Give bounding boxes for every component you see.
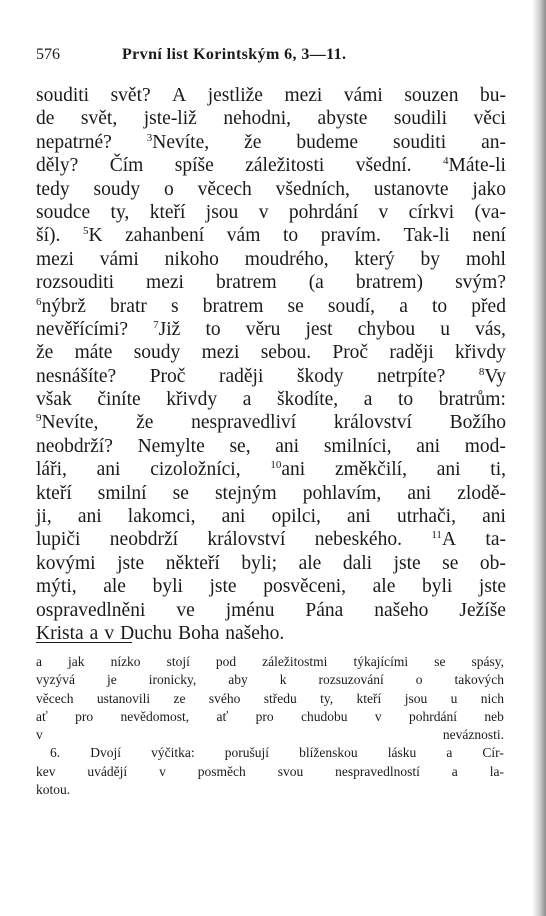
word: rozsouditi	[36, 272, 114, 294]
word: věci	[473, 108, 506, 130]
word: jste-liž	[143, 108, 197, 130]
word: soudy	[133, 342, 181, 364]
word: takových	[454, 672, 504, 688]
footnote-line	[36, 726, 504, 744]
word: spásy,	[471, 654, 504, 669]
word: kovými	[36, 552, 96, 574]
word: v	[104, 622, 115, 644]
word: v	[159, 763, 166, 779]
text-line	[36, 505, 506, 528]
word: ať	[36, 708, 48, 724]
page-edge-shadow	[532, 0, 546, 916]
word: s	[171, 295, 179, 317]
text-line	[36, 411, 506, 434]
verse-number: 4	[443, 155, 449, 168]
word: aby	[228, 672, 248, 688]
word: před	[471, 295, 506, 317]
word: věcech	[197, 178, 252, 200]
word: Krista	[36, 622, 84, 644]
word: království	[207, 529, 286, 551]
word: Boha	[178, 622, 220, 644]
word: Duchu	[120, 622, 173, 644]
word: v	[378, 201, 389, 223]
word: a	[446, 745, 453, 761]
word: blíženskou	[299, 745, 358, 761]
word: to	[398, 389, 414, 411]
word: jako	[472, 178, 506, 200]
word: svět,	[80, 108, 118, 130]
word: a	[36, 654, 42, 669]
word: ale	[372, 576, 396, 598]
word: Proč	[149, 365, 186, 387]
word: by	[420, 248, 440, 270]
word: v	[374, 708, 382, 724]
word: kotou.	[36, 782, 71, 798]
footnote-line	[36, 671, 504, 689]
word: soudce	[36, 201, 91, 223]
word: nespravedlností	[335, 763, 420, 779]
word: stejným	[214, 482, 277, 504]
word: vám	[226, 225, 261, 247]
word: Dvojí	[90, 745, 121, 761]
word: nich	[480, 690, 504, 706]
word: smilníci,	[323, 435, 392, 457]
word: a	[451, 763, 458, 779]
word: ale	[103, 576, 126, 598]
word: ani	[407, 482, 432, 504]
word: jste	[393, 552, 421, 574]
word: pod	[215, 654, 237, 669]
word: nikoho	[164, 248, 219, 270]
word: všedních,	[275, 178, 350, 200]
word: ani	[77, 506, 102, 528]
word: $^4$Máte-li	[443, 155, 506, 177]
word: $^6$nýbrž	[36, 295, 86, 317]
word: kev	[36, 763, 56, 779]
word: pro	[255, 708, 274, 724]
word: jste	[209, 576, 237, 598]
word: ať	[216, 708, 229, 724]
verse-number: 6	[36, 295, 42, 308]
word: a	[399, 295, 408, 317]
word: nesnášíte?	[36, 365, 117, 387]
word: ta-	[485, 529, 506, 551]
word: království	[333, 412, 412, 434]
word: vámi	[343, 85, 383, 106]
word: kteří	[356, 690, 382, 706]
word: ty,	[110, 201, 130, 223]
word: ustanovili	[96, 690, 151, 706]
word: činíte	[97, 389, 141, 411]
word: mezi	[36, 248, 74, 270]
word: že	[244, 131, 262, 153]
word: A	[172, 85, 187, 106]
word: křivdy	[454, 342, 506, 364]
word: že	[36, 342, 54, 364]
word: porušují	[224, 745, 269, 761]
word: mezi	[201, 342, 240, 364]
word: děly?	[36, 155, 79, 177]
word: který	[354, 248, 395, 270]
word: u	[440, 318, 450, 340]
word: neobdrží?	[36, 435, 113, 457]
word: sebou.	[260, 342, 312, 364]
word: byli;	[241, 552, 278, 574]
word: ob-	[479, 552, 506, 574]
page-number: 576	[36, 46, 60, 63]
word: stojí	[166, 654, 190, 669]
word: Pána	[305, 599, 344, 621]
word: nepatrné?	[36, 131, 112, 153]
word: neváznosti.	[442, 727, 504, 743]
word: ze	[173, 690, 186, 706]
verse-number: 9	[36, 412, 42, 425]
word: budeme	[296, 131, 359, 153]
text-line	[36, 131, 506, 154]
word: soudí,	[327, 295, 376, 317]
word: bratrem	[216, 272, 277, 294]
word: bratr	[110, 295, 147, 317]
word: an-	[481, 131, 506, 153]
word: la-	[489, 763, 504, 779]
word: není	[472, 225, 506, 247]
text-line	[36, 201, 506, 224]
text-line	[36, 341, 506, 364]
text-line	[36, 295, 506, 318]
word: $^8$Vy	[478, 365, 506, 387]
word: pohlavím,	[302, 482, 382, 504]
word: křivdy	[166, 389, 218, 411]
word: Čím	[109, 155, 144, 177]
word: chudobu	[301, 708, 348, 724]
page-header	[36, 46, 506, 68]
word: souditi	[36, 85, 90, 106]
word: středu	[263, 690, 297, 706]
word: u	[450, 690, 458, 706]
text-line	[36, 435, 506, 458]
verse-number: 3	[146, 131, 153, 144]
word: však	[36, 389, 72, 411]
word: souzen	[404, 85, 459, 106]
text-line	[36, 575, 506, 598]
word: týkajícími	[353, 654, 409, 669]
verse-number: 11	[431, 529, 442, 542]
word: to	[205, 318, 221, 340]
word: dali	[342, 552, 373, 574]
word: se,	[229, 435, 251, 457]
word: (va-	[474, 201, 506, 223]
word: mezi	[146, 272, 184, 294]
word: bu-	[479, 85, 506, 106]
word: záležitostmi	[262, 654, 328, 669]
word: zlodě-	[457, 482, 506, 504]
word: se	[172, 482, 189, 504]
word: mýti,	[36, 576, 77, 598]
word: $^{10}$ani	[270, 459, 306, 481]
text-line	[36, 365, 506, 388]
text-line	[36, 224, 506, 247]
word: spíše	[174, 155, 214, 177]
word: máte	[74, 342, 113, 364]
word: někteří	[165, 552, 220, 574]
word: ironicky,	[148, 672, 197, 688]
word: škody	[296, 365, 344, 387]
word: jestliže	[207, 85, 263, 106]
word: mod-	[464, 435, 506, 457]
text-line	[36, 107, 506, 130]
word: utrhači,	[396, 506, 456, 528]
word: ospravedlněni	[36, 599, 146, 621]
text-line	[36, 528, 506, 551]
word: ty,	[320, 690, 334, 706]
verse-number: 10	[270, 459, 282, 472]
word: záležitosti	[245, 155, 325, 177]
word: je	[106, 672, 117, 688]
text-line	[36, 154, 506, 177]
word: tedy	[36, 178, 70, 200]
word: jste	[478, 576, 506, 598]
word: pohrdání	[288, 201, 359, 223]
word: bratrům:	[438, 389, 506, 411]
word: ale	[298, 552, 322, 574]
word: netrpíte?	[377, 365, 446, 387]
word: Ježíše	[459, 599, 506, 621]
word: chybou	[357, 318, 416, 340]
word: Proč	[332, 342, 369, 364]
word: svým?	[455, 272, 506, 294]
word: církvi	[408, 201, 455, 223]
word: jest	[305, 318, 333, 340]
word: ti,	[490, 459, 506, 481]
word: jsou	[404, 690, 428, 706]
word: zahanbení	[125, 225, 205, 247]
word: pro	[75, 708, 94, 724]
word: ani	[416, 435, 441, 457]
word: ani	[221, 506, 246, 528]
word: vás,	[475, 318, 506, 340]
word: Božího	[449, 412, 506, 434]
text-line	[36, 388, 506, 411]
word: v	[258, 201, 269, 223]
footnote-line	[36, 690, 504, 708]
word: se	[434, 654, 446, 669]
word: opilci,	[271, 506, 321, 528]
word: o	[163, 178, 174, 200]
word: nehodni,	[223, 108, 292, 130]
word: raději	[218, 365, 264, 387]
word: ani	[482, 506, 506, 528]
text-line	[36, 482, 506, 505]
word: $^5$K	[82, 225, 103, 247]
word: že	[136, 412, 154, 434]
word: změkčilí,	[334, 459, 407, 481]
word: ani	[96, 459, 121, 481]
word: neobdrží	[109, 529, 179, 551]
word: Nemylte	[137, 435, 205, 457]
word: to	[282, 225, 299, 247]
word: raději	[389, 342, 434, 364]
word: kteří	[149, 201, 186, 223]
word: ji,	[36, 506, 52, 528]
word: 6.	[50, 745, 61, 761]
word: a	[89, 622, 99, 644]
text-line	[36, 178, 506, 201]
word: svého	[208, 690, 241, 706]
word: našeho.	[225, 622, 285, 644]
word: ani	[436, 459, 461, 481]
word: ani	[347, 506, 371, 528]
word: výčitka:	[151, 745, 195, 761]
word: ani	[275, 435, 300, 457]
word: nebeského.	[314, 529, 402, 551]
word: našeho	[374, 599, 429, 621]
word: všední.	[355, 155, 412, 177]
word: a	[242, 389, 252, 411]
word: nízko	[110, 654, 141, 669]
text-line	[36, 599, 506, 622]
word: to	[431, 295, 448, 317]
word: vyzývá	[36, 672, 75, 688]
word: jak	[68, 654, 85, 669]
word: věcech	[36, 690, 74, 706]
text-line	[36, 84, 506, 107]
word: kteří	[36, 482, 72, 504]
word: byli	[152, 576, 183, 598]
footnote-divider	[36, 642, 132, 643]
word: byli	[421, 576, 453, 598]
word: $^{11}$A	[431, 529, 457, 551]
word: jste	[117, 552, 145, 574]
footnote-line	[36, 708, 504, 726]
verse-number: 5	[82, 225, 89, 238]
word: $^7$Již	[153, 318, 181, 340]
word: lásku	[387, 745, 417, 761]
word: rozsuzování	[318, 672, 384, 688]
text-line	[36, 271, 506, 294]
word: pravím.	[320, 225, 381, 247]
word: ve	[176, 599, 195, 621]
word: moudrého,	[244, 248, 329, 270]
word: k	[279, 672, 287, 688]
word: škodíte,	[276, 389, 339, 411]
word: vámi	[99, 248, 139, 270]
word: bratrem	[202, 295, 264, 317]
word: Tak-li	[403, 225, 450, 247]
word: $^3$Nevíte,	[146, 131, 210, 153]
text-line	[36, 318, 506, 341]
word: jménu	[225, 599, 275, 621]
word: soudy	[93, 178, 141, 200]
word: posměch	[197, 763, 246, 779]
footnote-line	[36, 744, 504, 762]
word: svět?	[110, 85, 151, 106]
word: nevěřícími?	[36, 318, 129, 340]
word: nespravedliví	[191, 412, 297, 434]
word: v	[36, 727, 43, 743]
word: věru	[245, 318, 281, 340]
word: se	[287, 295, 304, 317]
word: lakomci,	[127, 506, 196, 528]
word: a	[363, 389, 373, 411]
word: jsou	[205, 201, 239, 223]
word: neb	[484, 708, 504, 724]
word: svou	[277, 763, 304, 779]
word: nevědomost,	[120, 708, 190, 724]
word: pohrdání	[409, 708, 458, 724]
word: cizoložníci,	[150, 459, 241, 481]
footnotes	[36, 653, 504, 799]
footnote-line	[36, 763, 504, 781]
footnote-line	[36, 781, 504, 799]
word: uvádějí	[87, 763, 128, 779]
running-head: První list Korintským 6, 3—11.	[122, 46, 347, 63]
word: posvěceni,	[263, 576, 347, 598]
verse-number: 8	[478, 365, 485, 378]
word: soudili	[393, 108, 447, 130]
word: abyste	[317, 108, 368, 130]
footnote-line	[36, 653, 504, 671]
word: smilní	[97, 482, 147, 504]
word: Cír-	[482, 745, 504, 761]
word: o	[415, 672, 423, 688]
word: mezi	[284, 85, 323, 106]
word: se	[442, 552, 459, 574]
word: ší).	[36, 225, 61, 247]
word: lupiči	[36, 529, 81, 551]
word: de	[36, 108, 55, 130]
text-line	[36, 552, 506, 575]
main-text	[36, 84, 506, 645]
text-line	[36, 458, 506, 481]
word: souditi	[393, 131, 447, 153]
word: láři,	[36, 459, 67, 481]
text-line	[36, 248, 506, 271]
word: (a	[308, 272, 324, 294]
verse-number: 7	[153, 318, 159, 331]
word: ustanovte	[373, 178, 449, 200]
word: bratrem)	[355, 272, 424, 294]
word: mohl	[465, 248, 506, 270]
word: $^9$Nevíte,	[36, 412, 99, 434]
